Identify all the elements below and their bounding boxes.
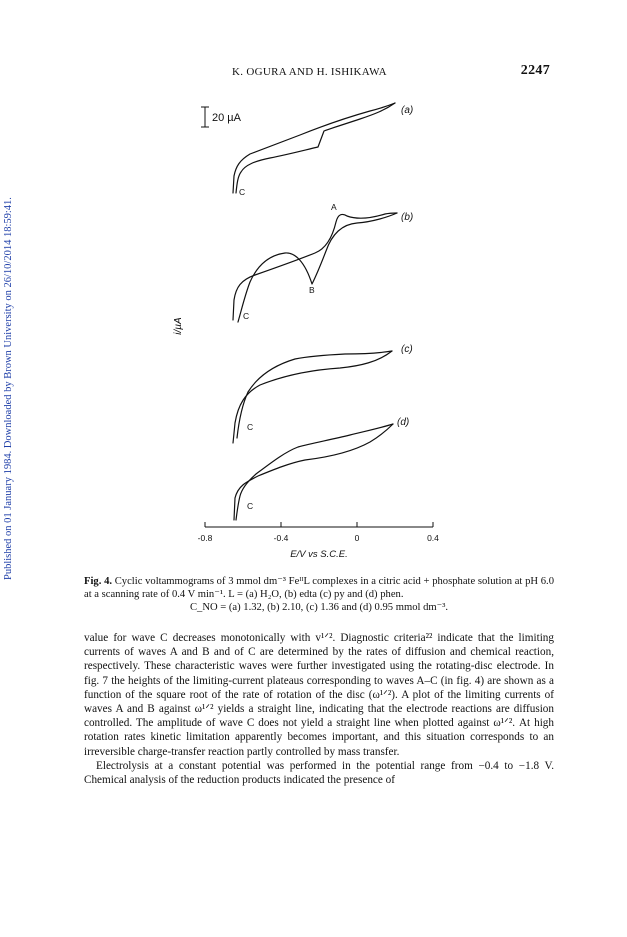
curve-label-a: (a) <box>401 105 414 116</box>
curve-b-return <box>238 213 397 322</box>
curve-d-return <box>236 424 393 520</box>
figure-caption-label: Fig. 4. <box>84 576 113 587</box>
curve-a-return <box>236 103 395 193</box>
download-notice: Published on 01 January 1984. Downloaded by Brown University on 26/10/2014 18:59:41. <box>3 197 14 580</box>
wave-label-c-b: C <box>243 311 250 321</box>
curve-label-c: (c) <box>401 344 413 355</box>
running-head-authors: K. OGURA AND H. ISHIKAWA <box>232 66 387 78</box>
page-number: 2247 <box>520 63 550 78</box>
scale-bar <box>201 107 209 127</box>
figure-caption-concentrations: C_NO = (a) 1.32, (b) 2.10, (c) 1.36 and (d) 0.95 mmol dm⁻³. <box>189 602 449 613</box>
figure-caption-text: Cyclic voltammograms of 3 mmol dm⁻³ FeᴵᴵL complexes in a citric acid + phosphate solution at pH 6.0 at a scanning rate of 0.4 V min⁻¹. L = (a) H₂O, (b) edta (c) py and (d) phen. <box>84 576 554 600</box>
wave-label-b-b: B <box>309 285 315 295</box>
wave-label-c-a: C <box>239 187 246 197</box>
x-axis <box>205 522 433 527</box>
y-axis-label: i/µA <box>173 317 184 335</box>
curve-b <box>233 213 397 320</box>
x-axis-label: E/V vs S.C.E. <box>290 549 348 560</box>
x-tick-label: 0.4 <box>427 533 439 543</box>
x-tick-label: -0.4 <box>273 533 289 543</box>
scale-bar-label: 20 µA <box>212 112 241 124</box>
body-paragraph: value for wave C decreases monotonically with v¹ᐟ². Diagnostic criteria²² indicate that the limiting currents of waves A and B and of C are determined by the rates of diffusion and chemical reaction, respectively. These characteristic waves were further investigated using the rotating-disc electrode. In fig. 7 the heights of the limiting-current plateaus corresponding to waves A–C (in fig. 4) are shown as a function of the square root of the rate of rotation of the disc (ω¹ᐟ²). A plot of the limiting currents of waves A and B against ω¹ᐟ² yields a straight line, indicating that the electrode reactions are diffusion controlled. The amplitude of wave C does not yield a straight line when plotted against ω¹ᐟ². At high rotation rates kinetic limitation apparently becomes important, and this situation corresponds to an irreversible charge-transfer reaction partly controlled by mass transfer. <box>84 632 554 758</box>
curve-label-d: (d) <box>397 417 410 428</box>
wave-label-a-b: A <box>331 202 337 212</box>
wave-label-c-d: C <box>247 501 254 511</box>
curve-label-b: (b) <box>401 212 414 223</box>
x-tick-label: -0.8 <box>197 533 213 543</box>
wave-label-c-c: C <box>247 422 254 432</box>
figure-caption <box>84 575 554 614</box>
curve-c <box>233 351 392 443</box>
curve-c-return <box>237 351 392 438</box>
body-paragraph: Electrolysis at a constant potential was performed in the potential range from −0.4 to −1.8 V. Chemical analysis of the reduction products indicated the presence of <box>84 759 554 787</box>
x-tick-label: 0 <box>354 533 360 543</box>
body-text <box>84 631 554 787</box>
